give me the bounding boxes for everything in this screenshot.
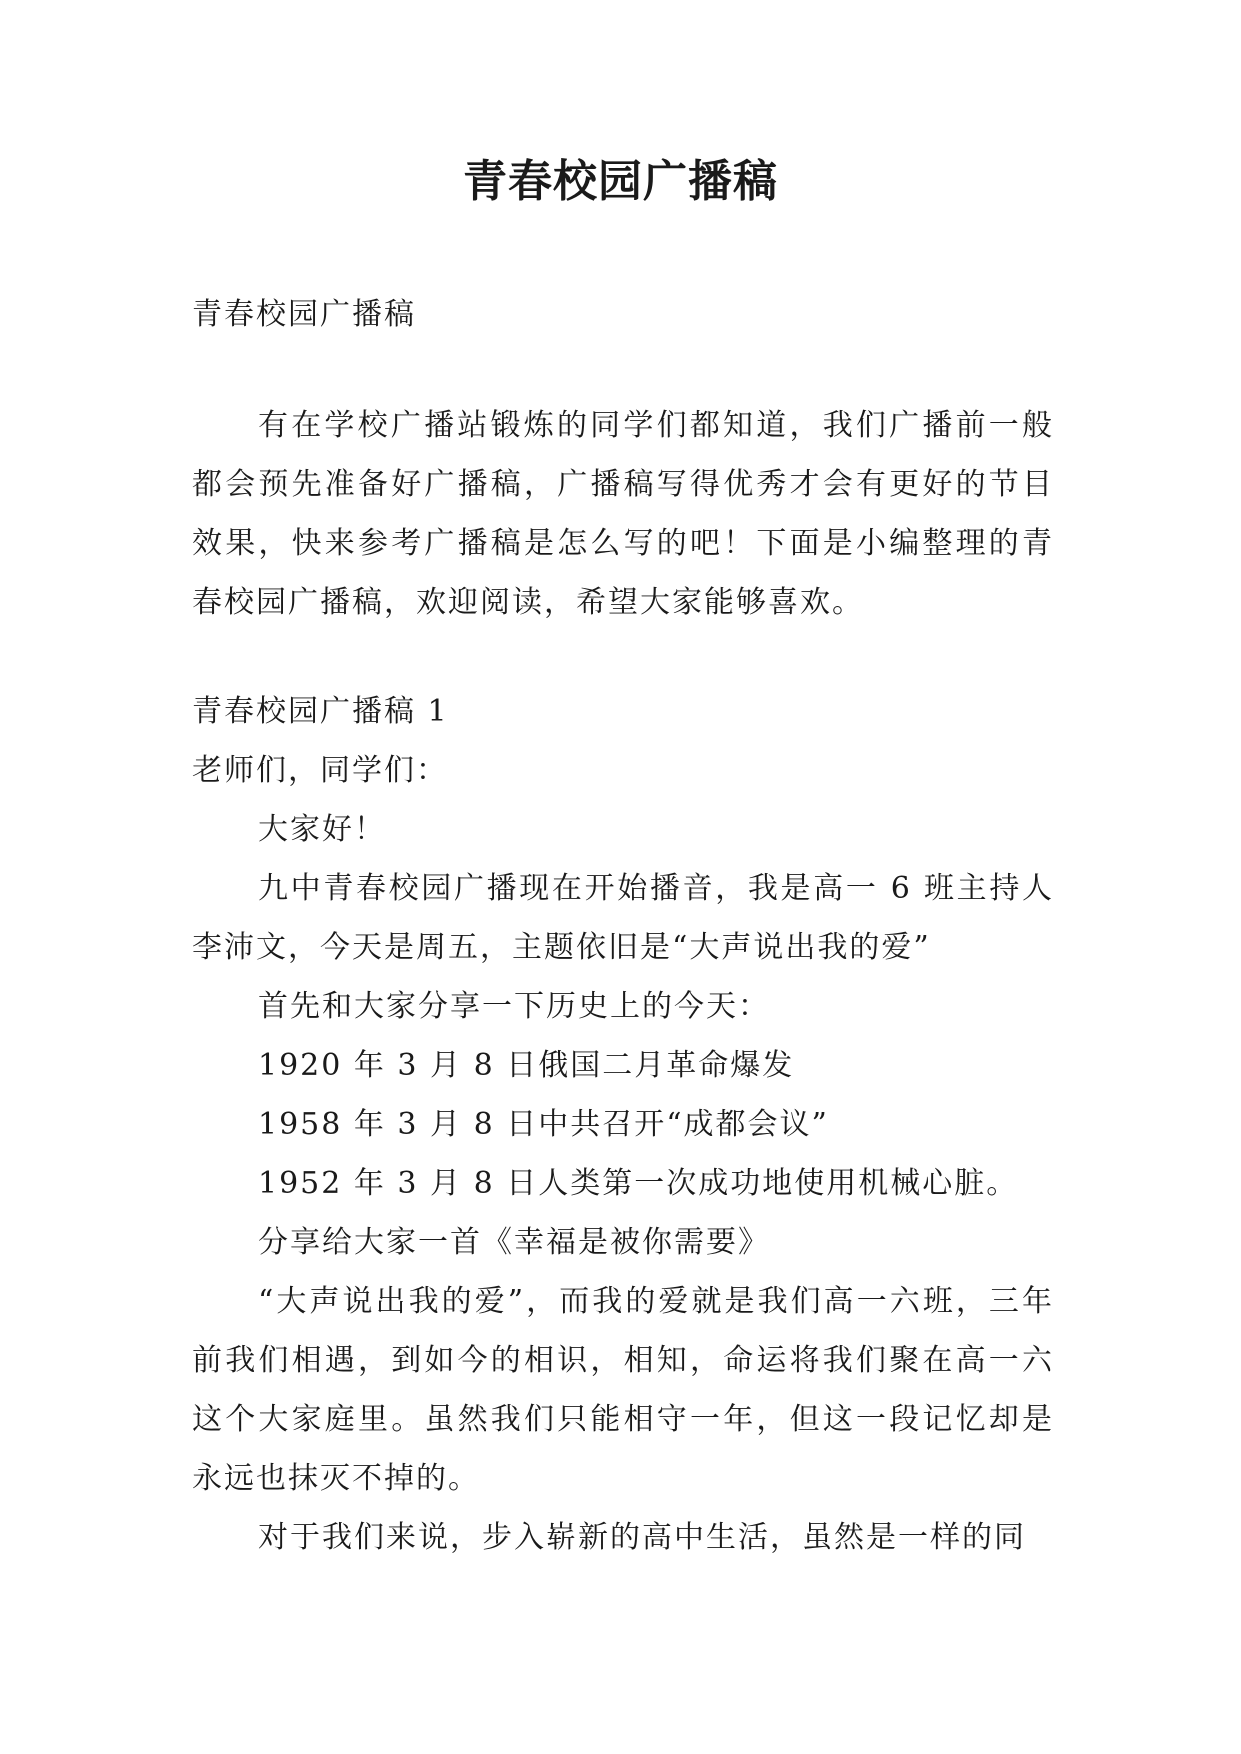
intro-paragraph: 有在学校广播站锻炼的同学们都知道，我们广播前一般都会预先准备好广播稿，广播稿写得优秀才会有更好的节目效果，快来参考广播稿是怎么写的吧！下面是小编整理的青春校园广播稿，欢迎阅读，希望大家能够喜欢。	[192, 408, 1054, 620]
song-share-paragraph: 分享给大家一首《幸福是被你需要》	[258, 1225, 770, 1260]
document-title: 青春校园广播稿	[463, 156, 778, 207]
host-intro-paragraph: 九中青春校园广播现在开始播音，我是高一 6 班主持人李沛文，今天是周五，主题依旧是“大声说出我的爱”	[192, 871, 1054, 965]
greeting-paragraph: 大家好！	[258, 812, 386, 847]
history-item-1920: 1920 年 3 月 8 日俄国二月革命爆发	[258, 1048, 795, 1083]
document-body	[192, 290, 1054, 1567]
subtitle-paragraph: 青春校园广播稿	[192, 297, 416, 332]
history-item-1958: 1958 年 3 月 8 日中共召开“成都会议”	[258, 1107, 829, 1142]
high-school-life-paragraph: 对于我们来说，步入崭新的高中生活，虽然是一样的同	[258, 1520, 1026, 1555]
section-heading: 青春校园广播稿 1	[192, 694, 449, 729]
class-love-paragraph: “大声说出我的爱”，而我的爱就是我们高一六班，三年前我们相遇，到如今的相识，相知，命运将我们聚在高一六这个大家庭里。虽然我们只能相守一年，但这一段记忆却是永远也抹灭不掉的。	[192, 1284, 1054, 1496]
history-intro-paragraph: 首先和大家分享一下历史上的今天：	[258, 989, 770, 1024]
history-item-1952: 1952 年 3 月 8 日人类第一次成功地使用机械心脏。	[258, 1166, 1019, 1201]
salutation-paragraph: 老师们，同学们：	[192, 753, 448, 788]
